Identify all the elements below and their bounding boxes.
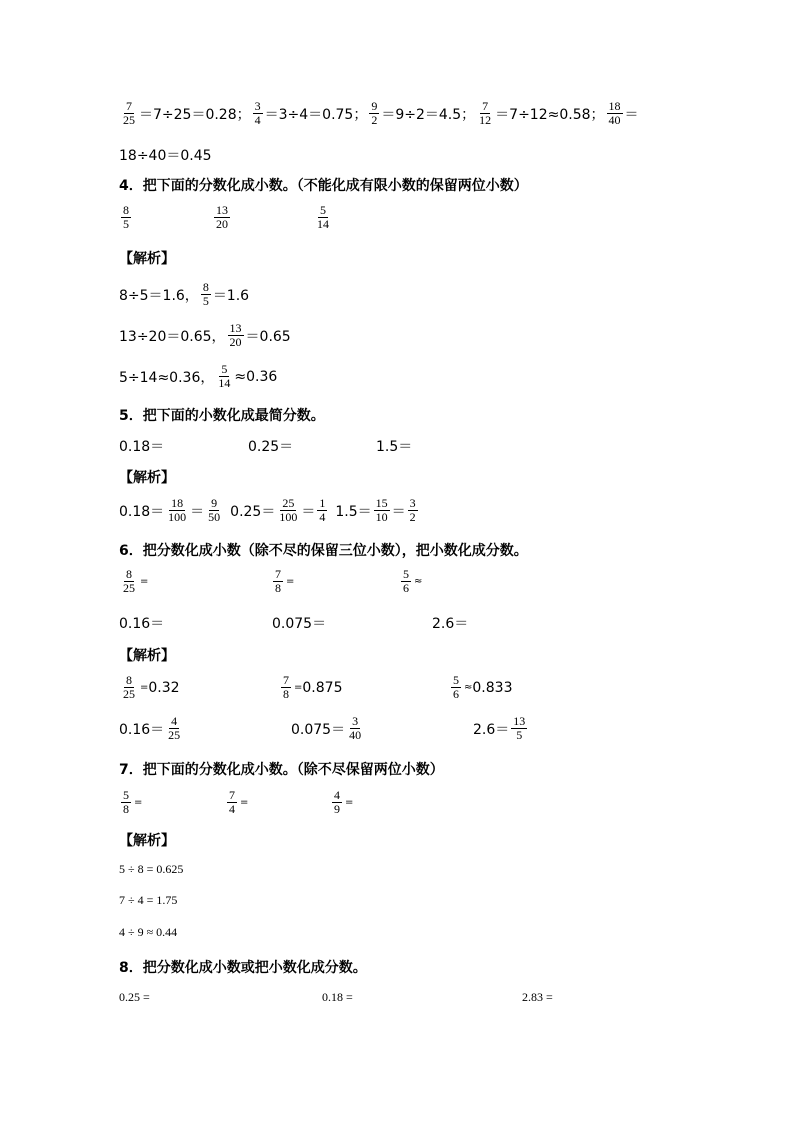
analysis-heading: 【解析】 <box>119 470 175 486</box>
q6-decimal-1: 0.16＝ <box>119 616 165 632</box>
q6-answer-1: $\frac{8}{25}$ = 0.32 <box>123 673 180 701</box>
answer-line-fractions <box>119 100 639 127</box>
fraction: $\frac{7}{12}$ <box>479 99 492 127</box>
analysis-heading: 【解析】 <box>119 648 175 664</box>
equation-text: ＝ <box>624 106 639 123</box>
q4-fraction-2: $\frac{13}{20}$ <box>216 203 228 231</box>
equation-text: ＝9÷2＝4.5； <box>381 106 476 123</box>
q5-item-1: 0.18＝ <box>119 439 165 455</box>
equation-text: ＝7÷12≈0.58； <box>495 106 605 123</box>
question-6-title: 6．把分数化成小数（除不尽的保留三位小数），把小数化成分数。 <box>119 543 528 559</box>
q7-answer-3: 4 ÷ 9 ≈ 0.44 <box>119 925 178 939</box>
q7-fraction-2: $\frac{7}{4}$ = <box>229 788 249 816</box>
q4-answer-1: 8÷5＝1.6， $\frac{8}{5}$ ＝1.6 <box>119 280 250 308</box>
q6-answer-2: $\frac{7}{8}$ = 0.875 <box>283 673 343 701</box>
fraction: $\frac{7}{25}$ <box>123 99 135 127</box>
equation-text: ＝7÷25＝0.28； <box>139 106 251 123</box>
q7-fraction-3: $\frac{4}{9}$ = <box>334 788 354 816</box>
q6-fraction-2: $\frac{7}{8}$ = <box>275 567 295 595</box>
q6-answer-6: 2.6＝ $\frac{13}{5}$ <box>473 714 526 742</box>
q4-answer-2: 13÷20＝0.65， $\frac{13}{20}$ ＝0.65 <box>119 321 291 349</box>
q7-fraction-1: $\frac{5}{8}$ = <box>123 788 143 816</box>
q8-item-2: 0.18 = <box>322 990 353 1004</box>
q4-answer-3: 5÷14≈0.36， $\frac{5}{14}$ ≈0.36 <box>119 362 278 390</box>
answer-line-continued: 18÷40＝0.45 <box>119 148 212 164</box>
q4-fraction-1: $\frac{8}{5}$ <box>123 203 129 231</box>
equation-text: ＝3÷4＝0.75； <box>264 106 368 123</box>
q4-fraction-3: $\frac{5}{14}$ <box>317 203 329 231</box>
q5-item-2: 0.25＝ <box>248 439 294 455</box>
analysis-heading: 【解析】 <box>119 833 175 849</box>
q5-item-3: 1.5＝ <box>376 439 413 455</box>
q6-answer-3: $\frac{5}{6}$ ≈ 0.833 <box>453 673 513 701</box>
q6-answer-4: 0.16＝ $\frac{4}{25}$ <box>119 714 181 742</box>
q5-answer: 0.18＝ $\frac{18}{100}$ ＝ $\frac{9}{50}$ 0.25＝ $\frac{25}{100}$ ＝ $\frac{1}{4}$ 1.5＝ $\frac{15}{10}$ ＝ $\frac{3}{2}$ <box>119 496 416 524</box>
question-4-title: 4．把下面的分数化成小数。（不能化成有限小数的保留两位小数） <box>119 178 528 194</box>
q8-item-3: 2.83 = <box>522 990 553 1004</box>
fraction: $\frac{9}{2}$ <box>371 99 378 127</box>
q6-decimal-2: 0.075＝ <box>272 616 327 632</box>
q6-fraction-3: $\frac{5}{6}$ ≈ <box>403 567 423 595</box>
fraction: $\frac{18}{40}$ <box>608 99 621 127</box>
q6-decimal-3: 2.6＝ <box>432 616 469 632</box>
q7-answer-1: 5 ÷ 8 = 0.625 <box>119 862 184 876</box>
question-5-title: 5．把下面的小数化成最简分数。 <box>119 408 325 424</box>
analysis-heading: 【解析】 <box>119 251 175 267</box>
q6-answer-5: 0.075＝ $\frac{3}{40}$ <box>291 714 362 742</box>
fraction: $\frac{3}{4}$ <box>254 99 261 127</box>
question-7-title: 7．把下面的分数化成小数。（除不尽保留两位小数） <box>119 762 444 778</box>
question-8-title: 8．把分数化成小数或把小数化成分数。 <box>119 960 367 976</box>
q7-answer-2: 7 ÷ 4 = 1.75 <box>119 893 178 907</box>
q6-fraction-1: $\frac{8}{25}$ = <box>123 567 149 595</box>
q8-item-1: 0.25 = <box>119 990 150 1004</box>
